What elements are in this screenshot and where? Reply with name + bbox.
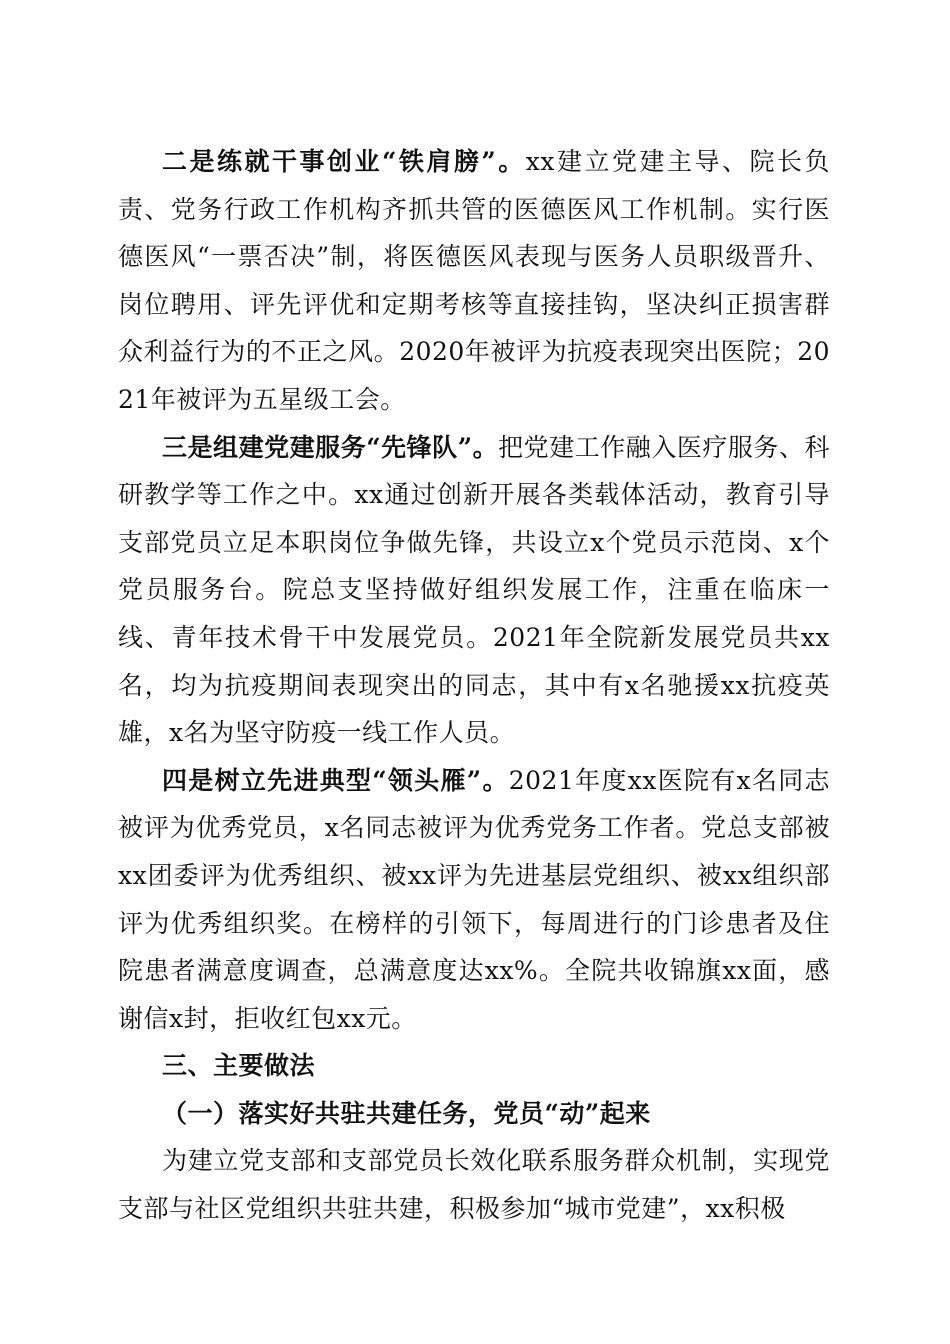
paragraph-lead: 二是练就干事创业“铁肩膀”。 <box>162 147 526 176</box>
document-page <box>118 138 830 1233</box>
paragraph-body: 把党建工作融入医疗服务、科研教学等工作之中。xx通过创新开展各类载体活动，教育引导支部党员立足本职岗位争做先锋，共设立x个党员示范岗、x个党员服务台。院总支坚持做好组织发展工作，注重在临床一线、青年技术骨干中发展党员。2021年全院新发展党员共xx名，均为抗疫期间表现突出的同志，其中有x名驰援xx抗疫英雄，x名为坚守防疫一线工作人员。 <box>118 432 830 748</box>
paragraph-lead: 三是组建党建服务“先锋队”。 <box>162 432 499 462</box>
paragraph-final: 为建立党支部和支部党员长效化联系服务群众机制，实现党支部与社区党组织共驻共建，积极参加“城市党建”，xx积极 <box>118 1146 830 1224</box>
paragraph-lead-goose <box>118 757 830 1043</box>
paragraph-body: xx建立党建主导、院长负责、党务行政工作机构齐抓共管的医德医风工作机制。实行医德医风“一票否决”制，将医德医风表现与医务人员职级晋升、岗位聘用、评先评优和定期考核等直接挂钩，坚决纠正损害群众利益行为的不正之风。2020年被评为抗疫表现突出医院；2021年被评为五星级工会。 <box>118 147 830 414</box>
paragraph-body: 2021年度xx医院有x名同志被评为优秀党员，x名同志被评为优秀党务工作者。党总支部被xx团委评为优秀组织、被xx评为先进基层党组织、被xx组织部评为优秀组织奖。在榜样的引领下，每周进行的门诊患者及住院患者满意度调查，总满意度达xx%。全院共收锦旗xx面，感谢信x封，拒收红包xx元。 <box>118 765 831 1033</box>
paragraph-iron-shoulders <box>118 138 830 424</box>
section-heading: 三、主要做法 <box>162 1051 316 1081</box>
subsection-heading: （一）落实好共驻共建任务，党员“动”起来 <box>162 1098 651 1128</box>
paragraph-vanguard-team <box>118 424 830 757</box>
paragraph-lead: 四是树立先进典型“领头雁”。 <box>162 765 509 795</box>
